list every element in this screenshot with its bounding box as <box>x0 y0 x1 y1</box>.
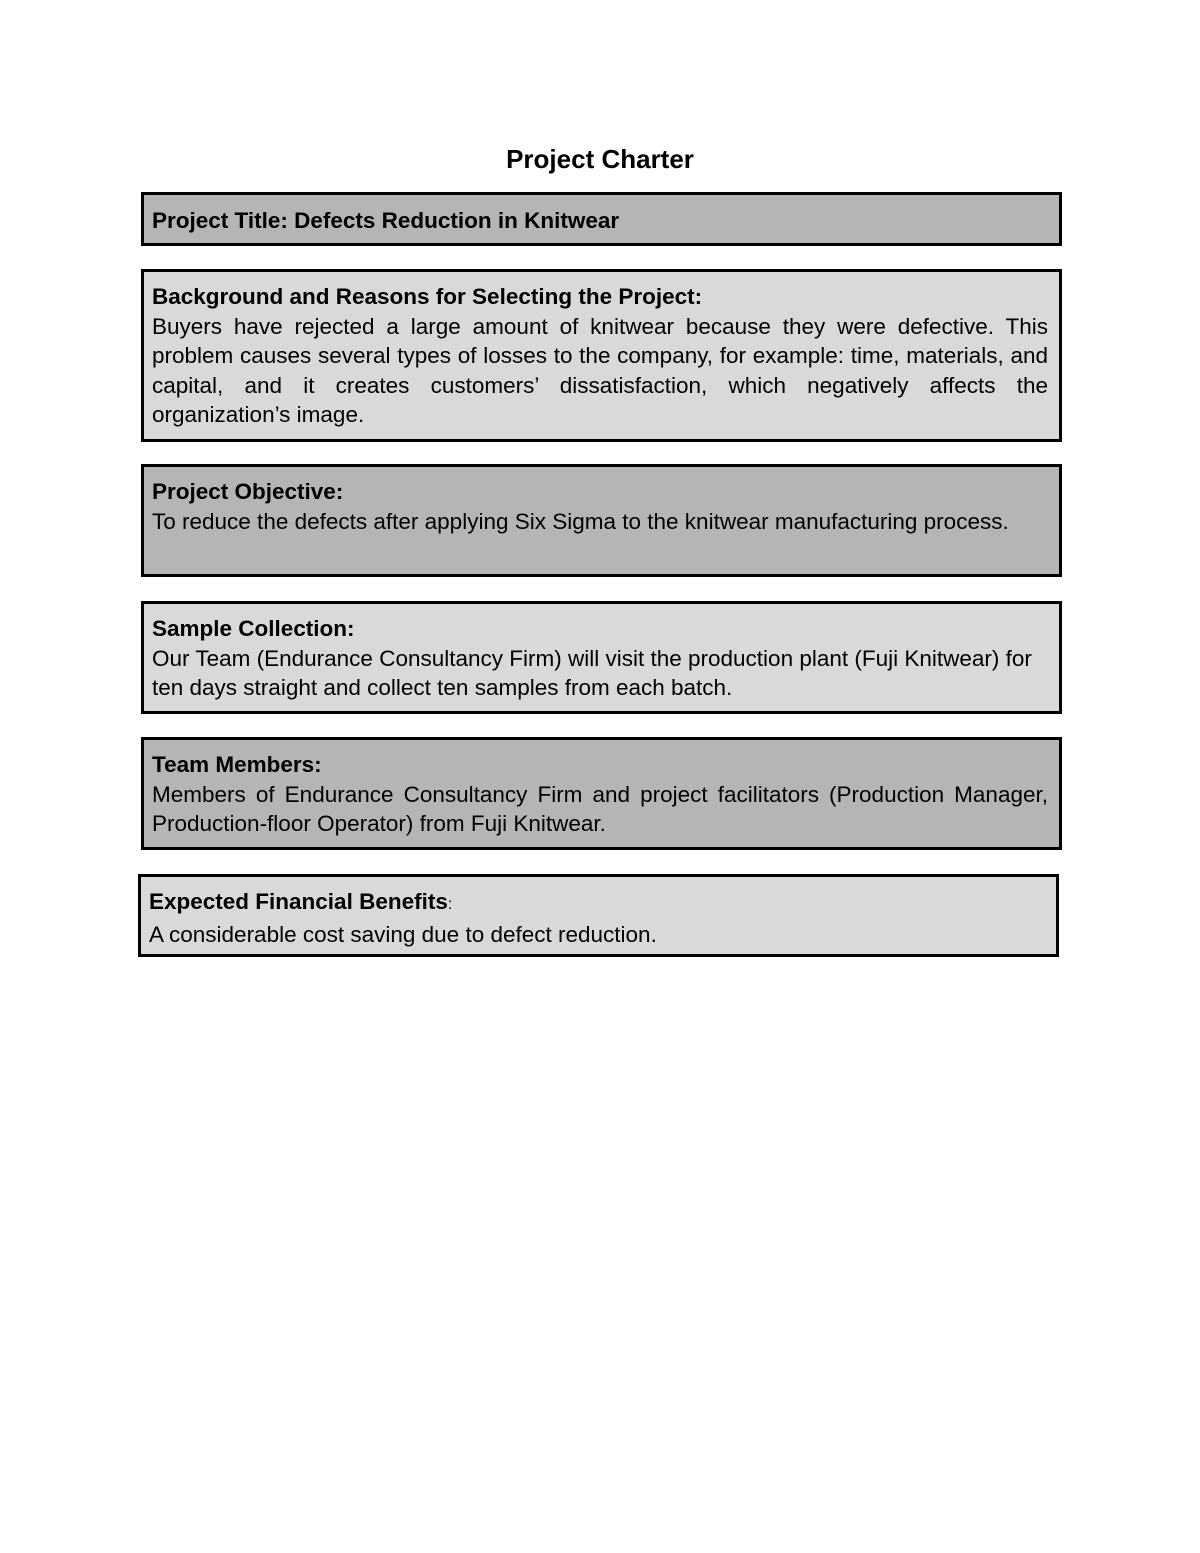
page-title: Project Charter <box>506 144 694 174</box>
team-members-heading: Team Members: <box>152 752 322 777</box>
project-title: Project Title: Defects Reduction in Knitwear <box>152 208 620 233</box>
background-heading: Background and Reasons for Selecting the Project: <box>152 284 703 309</box>
sample-collection-heading: Sample Collection: <box>152 616 355 641</box>
team-members-section <box>141 737 1062 850</box>
financial-benefits-heading-line <box>149 887 1045 920</box>
objective-section <box>141 464 1062 577</box>
project-title-box <box>141 192 1062 246</box>
objective-body: To reduce the defects after applying Six Sigma to the knitwear manufacturing process. <box>152 508 1009 534</box>
objective-heading: Project Objective: <box>152 479 344 504</box>
financial-benefits-section <box>138 874 1059 957</box>
financial-benefits-body: A considerable cost saving due to defect reduction. <box>149 921 657 947</box>
sample-collection-body: Our Team (Endurance Consultancy Firm) will visit the production plant (Fuji Knitwear) for ten days straight and collect ten samples from each batch. <box>152 645 1032 700</box>
background-section <box>141 269 1062 442</box>
financial-benefits-heading: Expected Financial Benefits <box>149 889 448 914</box>
financial-benefits-colon: : <box>447 896 453 913</box>
sample-collection-section <box>141 601 1062 714</box>
background-body: Buyers have rejected a large amount of knitwear because they were defective. This problem causes several types of losses to the company, for example: time, materials, and capital, and it creates customers’ dissatisfaction, which negatively affects the organization’s image. <box>152 313 1048 427</box>
team-members-body: Members of Endurance Consultancy Firm and project facilitators (Production Manager, Production-floor Operator) from Fuji Knitwear. <box>152 781 1048 836</box>
